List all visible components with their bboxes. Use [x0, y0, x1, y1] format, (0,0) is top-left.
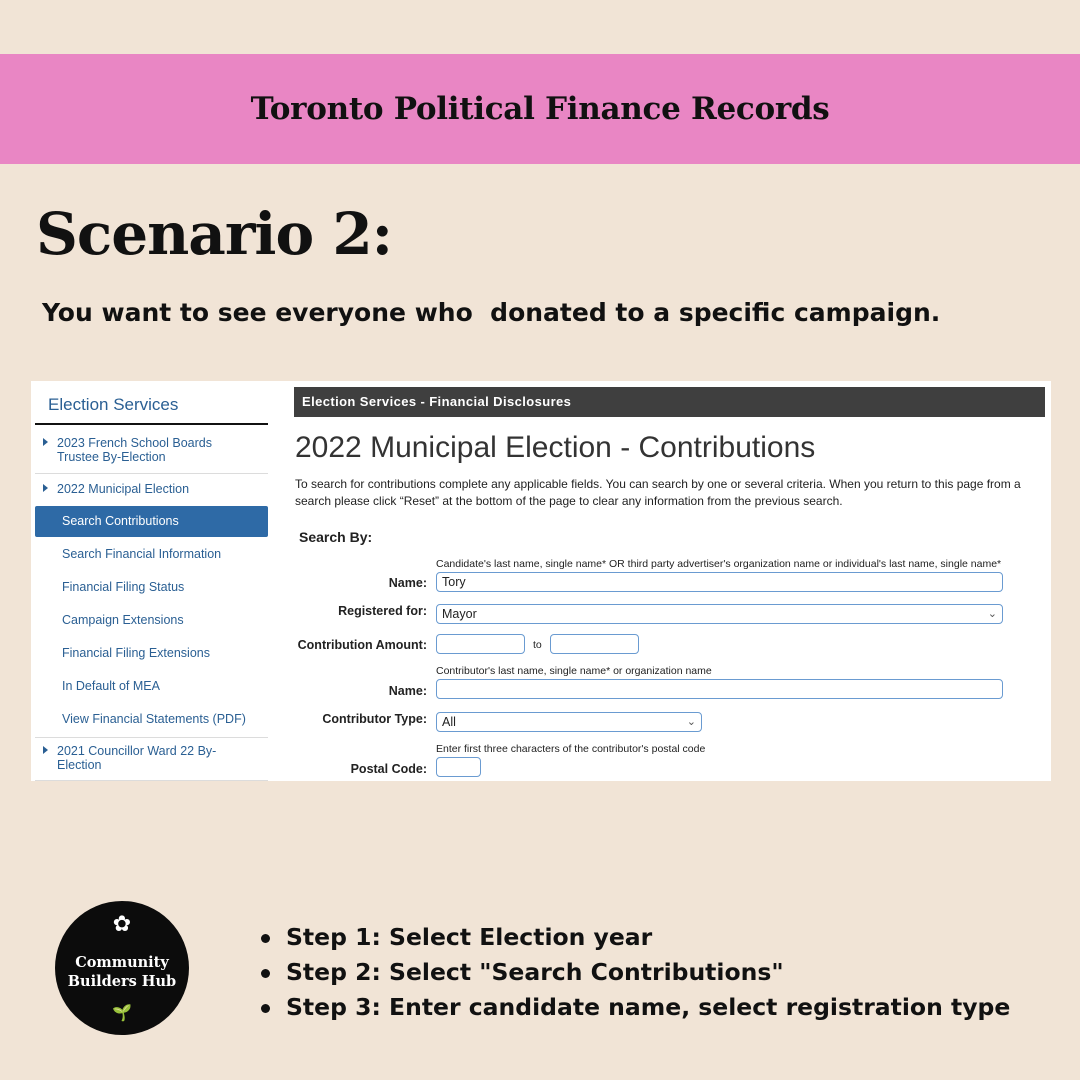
candidate-name-input[interactable]	[436, 572, 1003, 592]
search-by-heading: Search By:	[299, 529, 373, 545]
banner-title: Toronto Political Finance Records	[250, 91, 830, 127]
input-value: Tory	[442, 575, 466, 589]
select-value: All	[442, 715, 456, 729]
section-header-label: Election Services - Financial Disclosures	[302, 394, 572, 409]
step-text: Step 2: Select "Search Contributions"	[286, 958, 784, 986]
registered-for-select[interactable]	[436, 604, 1003, 624]
step-item	[259, 955, 1010, 990]
caret-right-icon	[43, 484, 48, 492]
sidebar-divider	[35, 423, 268, 425]
sidebar-link-campaign-extensions[interactable]: Campaign Extensions	[62, 613, 184, 627]
separator	[35, 737, 268, 738]
scenario-description: You want to see everyone who donated to a specific campaign.	[42, 298, 941, 327]
contributor-name-hint: Contributor's last name, single name* or organization name	[436, 665, 712, 677]
contributor-type-label: Contributor Type:	[322, 712, 427, 726]
sidebar-link-search-financial-information[interactable]: Search Financial Information	[62, 547, 222, 561]
chevron-down-icon: ⌄	[686, 716, 696, 728]
amount-from-input[interactable]	[436, 634, 525, 654]
sidebar-item-label: 2023 French School Boards Trustee By-Election	[57, 436, 212, 464]
sidebar-item-label: Search Contributions	[62, 514, 179, 528]
chevron-down-icon: ⌄	[987, 608, 997, 620]
separator	[35, 473, 268, 474]
amount-to-input[interactable]	[550, 634, 639, 654]
section-header-bar	[294, 387, 1045, 417]
separator	[35, 780, 268, 781]
main-content	[294, 381, 1051, 781]
logo-line-2: Builders Hub	[67, 973, 177, 990]
postal-code-label: Postal Code:	[350, 762, 427, 776]
bullet-icon	[261, 969, 270, 978]
step-text: Step 3: Enter candidate name, select registration type	[286, 993, 1011, 1021]
registered-for-label: Registered for:	[338, 604, 427, 618]
sidebar-title: Election Services	[48, 395, 179, 414]
sidebar-link-financial-filing-extensions[interactable]: Financial Filing Extensions	[62, 646, 210, 660]
select-value: Mayor	[442, 607, 477, 621]
contributor-name-label: Name:	[388, 684, 427, 698]
sidebar-link-view-financial-statements[interactable]: View Financial Statements (PDF)	[62, 712, 246, 726]
step-text: Step 1: Select Election year	[286, 923, 653, 951]
postal-code-input[interactable]	[436, 757, 481, 777]
postal-code-hint: Enter first three characters of the contributor's postal code	[436, 743, 706, 755]
candidate-name-label: Name:	[388, 576, 427, 590]
community-builders-hub-logo	[55, 901, 189, 1035]
logo-line-1: Community	[75, 954, 169, 971]
bullet-icon	[261, 934, 270, 943]
website-screenshot	[31, 381, 1051, 781]
title-banner	[0, 54, 1080, 164]
candidate-name-hint: Candidate's last name, single name* OR third party advertiser's organization name or individual's last name, single name*	[436, 558, 1002, 570]
sidebar-item-search-contributions[interactable]	[35, 506, 268, 537]
sidebar	[31, 381, 268, 781]
intro-text: To search for contributions complete any applicable fields. You can search by one or several criteria. When you return to this page from a search please click “Reset” at the bottom of the page to clear any information from the previous search.	[295, 477, 1021, 508]
scenario-heading: Scenario 2:	[36, 200, 393, 268]
bullet-icon	[261, 1004, 270, 1013]
amount-to-label: to	[533, 639, 542, 651]
caret-right-icon	[43, 438, 48, 446]
contribution-amount-label: Contribution Amount:	[297, 638, 427, 652]
contributor-name-input[interactable]	[436, 679, 1003, 699]
leaf-icon: 🌱	[112, 1003, 132, 1022]
caret-right-icon	[43, 746, 48, 754]
step-item	[259, 990, 1010, 1025]
sidebar-item-label: 2022 Municipal Election	[57, 482, 190, 496]
step-item	[259, 920, 1010, 955]
contributor-type-select[interactable]	[436, 712, 702, 732]
page-title: 2022 Municipal Election - Contributions	[295, 431, 816, 464]
steps-list	[259, 920, 1010, 1025]
sidebar-link-financial-filing-status[interactable]: Financial Filing Status	[62, 580, 185, 594]
sidebar-link-in-default-of-mea[interactable]: In Default of MEA	[62, 679, 160, 693]
sidebar-item-label: 2021 Councillor Ward 22 By-Election	[57, 744, 217, 772]
flower-icon: ✿	[112, 912, 132, 937]
